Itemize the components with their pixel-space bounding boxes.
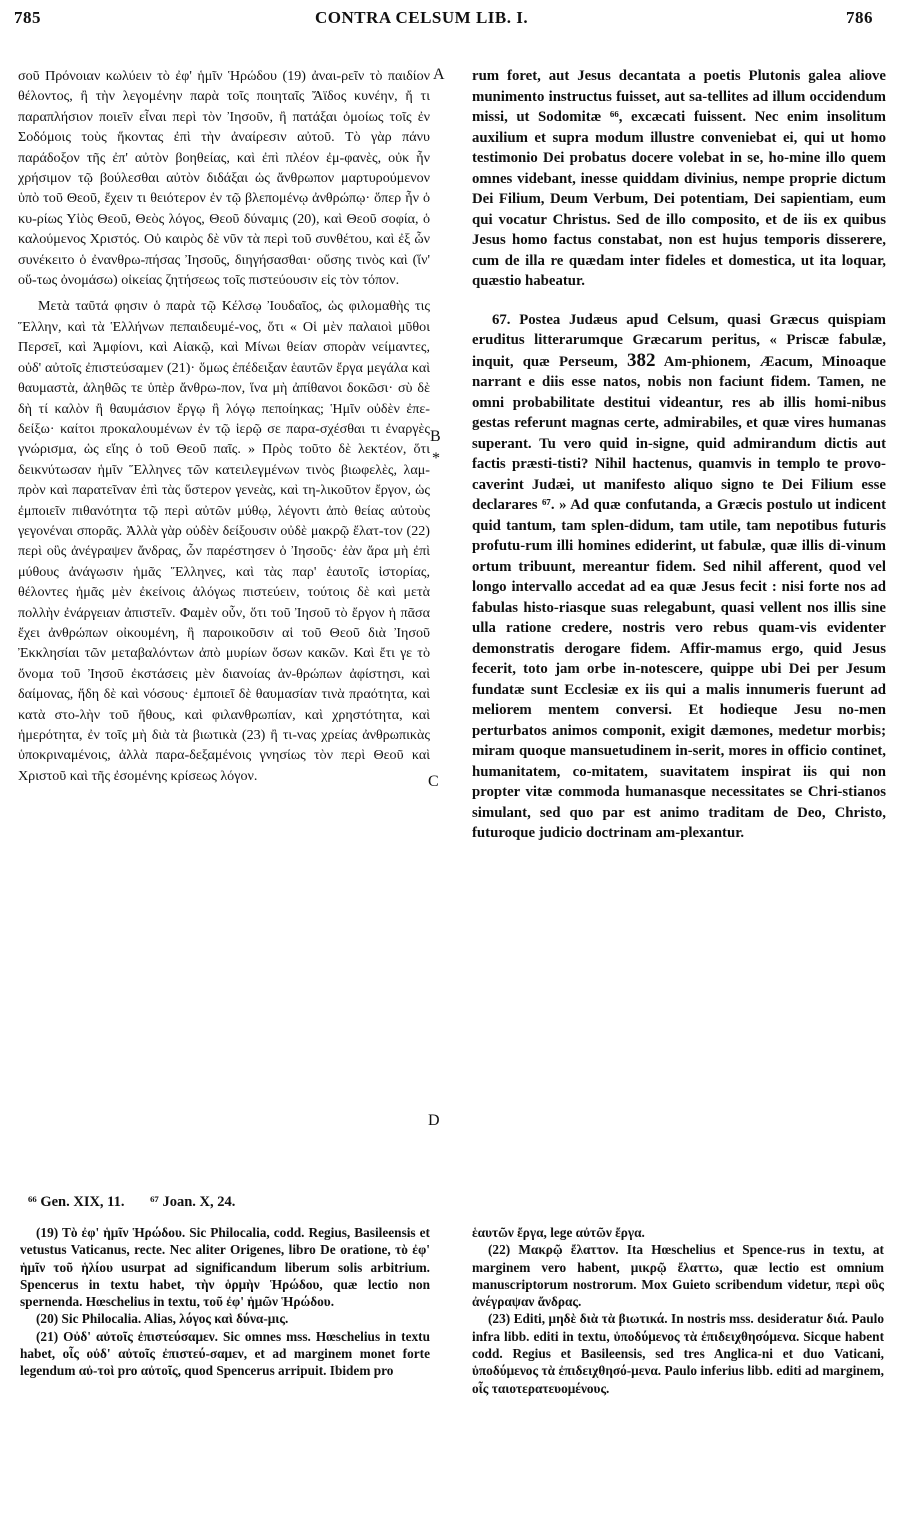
running-title: CONTRA CELSUM LIB. I.	[315, 8, 529, 27]
note-23: (23) Editi, μηδὲ διὰ τὰ βιωτικά. In nostris mss. desideratur διά. Paulo infra libb. editi in textu, ὑποδύμενος τὰ ἐπιδειχθησόμενα. Sicque habent codd. Regius et Basileensis, sed tres Anglica-ni et duo Vaticani, ὑποδύμενος τὰ ἐπιδειχθησό-μενα. Paulo inferius libb. editi ad marginem, οἷς ταιοτερατευομένους.	[472, 1311, 884, 1396]
greek-paragraph-1: σοῦ Πρόνοιαν κωλύειν τὸ ἐφ' ἡμῖν Ἡρώδου (19) ἀναι-ρεῖν τὸ παιδίον θέλοντος, ἢ τὴν λεγομένην παρὰ τοῖς ποιηταῖς Ἄϊδος κυνέην, ἤ τι παραπλήσιον ποιεῖν εἶναι περὶ τὸν Ἰησοῦν, ἢ πατάξαι ὁμοίως τοῖς ἐν Σοδόμοις τοὺς ἥκοντας ἐπὶ τὴν ἀναίρεσιν αὐτοῦ. Τὸ γὰρ πάνυ παράδοξον τῆς ἐπ' αὐτὸν βοηθείας, καὶ ἐπὶ πλέον ἐμ-φανὲς, οὐκ ἦν χρήσιμον τῷ βούλεσθαι αὐτὸν διδάξαι ὡς ἄνθρωπον μαρτυρούμενον ὑπὸ τοῦ Θεοῦ, ἔχειν τι θειότερον ἐν τῷ βλεπομένῳ ἀνθρώπῳ· ὅπερ ἦν ὁ κυ-ρίως Υἱὸς Θεοῦ, Θεὸς λόγος, Θεοῦ δύναμις (20), καὶ Θεοῦ σοφία, ὁ καλούμενος Χριστός. Οὐ καιρὸς δὲ νῦν τὰ περὶ τοῦ συνθέτου, καὶ ἐξ ὧν συνέκειτο ὁ ἐνανθρω-πήσας Ἰησοῦς, διηγήσασθαι· οὔσης τινὸς καὶ (ἵν' οὕ-τως ὀνομάσω) οἰκείας ζητήσεως τοῖς πιστεύουσιν εἰς τὸν τόπον.	[18, 68, 430, 289]
page-number-right: 786	[846, 8, 873, 27]
latin-paragraph-2-start: 67. Postea Judæus apud Celsum, quasi Græcus quispiam eruditus litterarumque Græcarum peritus, « Priscæ fabulæ, inquit, quæ Perseum,	[472, 311, 886, 370]
margin-letter-b: B	[430, 428, 441, 445]
note-22: (22) Μακρῷ ἔλαττον. Ita Hœschelius et Spence-rus in textu, at marginem vero habent, μικρῷ ἔλαττω, quæ lectio est omnium manuscriptorum nostrorum. Mox Guieto scribendum videtur, περὶ οὓς ἀνέγραψαν ἄνδρας.	[472, 1242, 884, 1310]
note-21: (21) Οὐδ' αὐτοῖς ἐπιστεύσαμεν. Sic omnes mss. Hœschelius in textu habet, οἷς οὐδ' αὐτοῖς ἐπιστεύ-σαμεν, et ad marginem monet forte legendum αὐ-τοὶ pro αὐτοῖς, quod Spencerus arripuit. Ibidem pro	[20, 1328, 430, 1379]
latin-column	[472, 66, 886, 1196]
note-20: (20) Sic Philocalia. Alias, λόγος καὶ δύνα-μις.	[36, 1311, 289, 1327]
scripture-ref-67: ⁶⁷ Joan. X, 24.	[150, 1194, 236, 1210]
margin-letter-d: D	[428, 1112, 440, 1129]
greek-paragraph-2: Μετὰ ταῦτά φησιν ὁ παρὰ τῷ Κέλσῳ Ἰουδαῖος, ὡς φιλομαθὴς τις Ἕλλην, καὶ τὰ Ἑλλήνων πεπαιδευμέ-νος, ὅτι « Οἱ μὲν παλαιοὶ μῦθοι Περσεῖ, καὶ Ἀμφίονι, καὶ Αἰακῷ, καὶ Μίνωι θείαν σπορὰν νείμαντες, οὐδ' αὐτοῖς ἐπιστεύσαμεν (21)· ὅμως ἐπέδειξαν ἑαυτῶν ἔργα μεγάλα καὶ θαυμαστὰ, ἀληθῶς τε ὑπὲρ ἄνθρω-πον, ἵνα μὴ ἀπίθανοι δοκῶσι· σὺ δὲ δὴ τί καλὸν ἢ θαυμάσιον ἔργῳ ἢ λόγῳ πεποίηκας; Ἡμῖν οὐδὲν ἐπε-δείξω· καίτοι προκαλουμένων ἐν τῷ ἱερῷ σε παρα-σχέσθαι τι ἐναργὲς γνώρισμα, ὡς εἴης ὁ τοῦ Θεοῦ παῖς. » Πρὸς τοῦτο δὲ λεκτέον, ὅτι δεικνύτωσαν ἡμῖν Ἕλληνες τῶν κατειλεγμένων τινὸς βιωφελὲς, λαμ-πρὸν καὶ παρατεῖναν ἐπὶ τὰς ὕστερον γενεὰς, καὶ τη-λικοῦτον ἔργον, ὡς ἐμποιεῖν πιθανότητα τῷ περὶ αὐτῶν μύθῳ, λέγοντι ἀπὸ θείας αὐτοὺς γεγονέναι σπορᾶς. Ἀλλὰ γὰρ οὐδὲν δείξουσιν οὐδὲ μακρῷ ἔλατ-τον (22) περὶ οὓς ἀνέγραψεν ἄνδρας, ὧν παρέστησεν ὁ Ἰησοῦς· ἐὰν ἄρα μὴ ἐπὶ μύθους ἀνάγωσιν ἡμᾶς Ἕλληνες, καὶ τὰς παρ' ἑαυτοῖς ἱστορίας, θέλοντες ἡμᾶς μὲν ἐκείνοις ἀλόγως πιστεύειν, τούτοις δὲ καὶ μετὰ πολλὴν ἐνάργειαν ἀπιστεῖν. Φαμὲν οὖν, ὅτι τοῦ Ἰησοῦ τὸ ἔργον ἡ πᾶσα ἔχει ἀνθρώπων οἰκουμένη, ἣ παροικοῦσιν αἱ τοῦ Θεοῦ διὰ Ἰησοῦ Ἐκκλησίαι τῶν μεταβαλόντων ἀπὸ μυρίων ὅσων κακῶν. Καὶ ἔτι γε τὸ ὄνομα τοῦ Ἰησοῦ ἐκστάσεις μὲν διανοίας ἀν-θρώπων ἀφίστησι, καὶ δαίμονας, ἤδη δὲ καὶ νόσους· ἐμποιεῖ δὲ θαυμασίαν τινὰ πραότητα, καὶ κατὰ στο-λὴν τοῦ ἤθους, καὶ φιλανθρωπίαν, καὶ χρηστότητα, καὶ ἡμερότητα, ἐν τοῖς μὴ διὰ τὰ βιωτικὰ (23) ἢ τι-νας χρείας ἀνθρωπικὰς ὑποκριναμένοις, ἀλλὰ παρα-δεξαμένοις γνησίως τὸν περὶ Θεοῦ καὶ Χριστοῦ καὶ τῆς ἐσομένης κρίσεως λόγον.	[18, 298, 430, 784]
page-number-left: 785	[14, 8, 41, 27]
latin-paragraph-1: rum foret, aut Jesus decantata a poetis Plutonis galea aliove munimento instructus fuisset, aut sa-tellites ad illum occidendum missi, ut Sodomitæ ⁶⁶, excæcati fuissent. Nec enim insolitum auxilium et supra modum illustre conveniebat ei, qui ut homo testimonio Dei probatus docere volebat in se, ho-mine illo quem omnes videbant, inesse quiddam divinius, nempe proprie dictum Dei Filium, Deum Verbum, Dei potentiam, Dei sapientiam, eum qui vocatur Christus. Sed de illo composito, et de iis ex quibus Jesus homo factus constabat, non est hujus temporis disserere, cum de illa re quædam inter fideles et domestica, ut ita loquar, quæstio habeatur.	[472, 68, 886, 289]
notes-right-column	[472, 1224, 884, 1524]
margin-letter-a: A	[433, 66, 445, 83]
greek-column	[18, 66, 430, 1194]
latin-paragraph-2	[472, 310, 886, 844]
scripture-references	[28, 1194, 257, 1211]
column-number-marker: 382	[626, 349, 656, 371]
scripture-ref-66: ⁶⁶ Gen. XIX, 11.	[28, 1194, 125, 1210]
margin-letter-c: C	[428, 773, 439, 790]
notes-left-column	[20, 1224, 430, 1524]
latin-paragraph-2-rest: Am-phionem, Æacum, Minoaque narrant e diis esse natos, nobis non faciunt fidem. Tamen, ne omni probabilitate destitui videantur, res ab illis homi-nibus gestas referunt magnas certe, admirabiles, et quæ vires humanas superant. Tu vero quid in-signe, quid admirandum dictis aut factis præsti-tisti? Nihil hactenus, quamvis in templo te provo-caverint Judæi, ut manifesto aliquo signo te Dei Filium esse declarares ⁶⁷. » Ad quæ confutanda, a Græcis postulo ut indicent quid tantum, tam splen-didum, tam utile, tam nepotibus futuris profutu-rum illi homines ediderint, ut fabulæ, quæ illis di-vinum ortum tribuunt, mereantur fidem. Sed nihil afferent, quod vel longo intervallo accedat ad ea quæ Jesus fecit : nisi forte nos ad fabulas histo-riasque suas relegabunt, quasi vellent nos illis sine ulla ratione credere, nostris vero rebus quam-vis evidenter demonstratis derogare fidem. Affir-mamus ergo, quid Jesus fecerit, toto jam orbe in-notescere, quippe ubi Dei per Jesum fundatæ sunt Ecclesiæ ex iis qui a malis innumeris fuerunt ad meliorem mentem conversi. Et hodieque Jesu no-men perturbatos animos componit, exigit dæmones, medetur morbis; miram quoque mansuetudinem in-serit, mores in officio continet, humanitatem, co-mitatem, suavitatem inspirat iis qui non propter vitæ commoda humanasque necessitates se Chri-stianos simulant, sed quo par est animo traditam de Deo, Christo, futuroque judicio doctrinam am-plexantur.	[472, 353, 886, 841]
margin-asterisk: *	[432, 450, 440, 467]
note-19: (19) Τὸ ἐφ' ἡμῖν Ἡρώδου. Sic Philocalia, codd. Regius, Basileensis et vetustus Vaticanus, recte. Nec aliter Origenes, libro De oratione, τὸ ἐφ' ἡμῖν τοῦ ἡλίου usurpat ad significandum liberum solis arbitrium. Spencerus in textu habet, τὴν ὁρμὴν Ἡρώδου, quæ lectio non spernenda. Hœschelius in textu, τοῦ ἐφ' ἡμῶν Ἡρώδου.	[20, 1225, 430, 1310]
note-21-continued: ἑαυτῶν ἔργα, lege αὐτῶν ἔργα.	[472, 1225, 645, 1240]
